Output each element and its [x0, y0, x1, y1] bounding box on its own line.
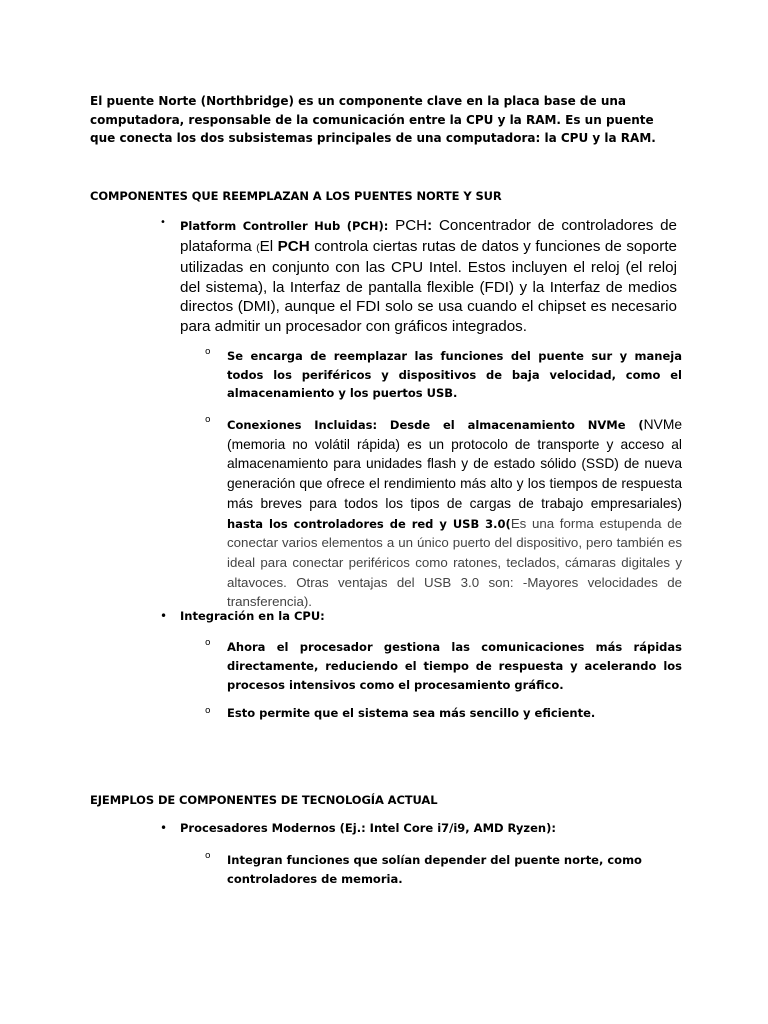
pch-sub-1-text: Se encarga de reemplazar las funciones del puente sur y maneja todos los periféricos y dispositivos de baja velocidad, como el almacenamiento y los puertos USB.	[227, 349, 682, 400]
processors-label: Procesadores Modernos (Ej.: Intel Core i7/i9, AMD Ryzen):	[180, 821, 556, 835]
pch-acronym: PCH	[277, 237, 310, 255]
pch-paragraph	[180, 216, 677, 337]
pch-paren: (	[256, 242, 260, 254]
section-heading-components: COMPONENTES QUE REEMPLAZAN A LOS PUENTES NORTE Y SUR	[90, 189, 502, 203]
processors-sub-1-text: Integran funciones que solían depender del puente norte, como controladores de memoria.	[227, 853, 642, 886]
pch-lead-text: Concentrador de controladores de plataforma	[180, 217, 677, 255]
cpu-sub-1-text: Ahora el procesador gestiona las comunicaciones más rápidas directamente, reduciendo el tiempo de respuesta y acelerando los procesos intensivos como el procesamiento gráfico.	[227, 640, 682, 692]
usb-paren: (	[505, 516, 511, 531]
usb-description: Es una forma estupenda de conectar varios elementos a un único puerto del dispositivo, pero también es ideal para conectar periféricos como ratones, teclados, cámaras digitales y altavoces. Otras ventajas del USB 3.0 son: -Mayores velocidades de transferencia).	[227, 515, 682, 610]
bullet-marker: •	[160, 821, 168, 835]
nvme-description: NVMe (memoria no volátil rápida) es un protocolo de transporte y acceso al almacenamiento para unidades flash y de estado sólido (SSD) de nueva generación que ofrece el rendimiento más alto y los tiempos de respuesta más breves para todos los tipos de cargas de trabajo empresariales)	[227, 417, 682, 511]
sub-bullet-marker: o	[205, 415, 211, 425]
sub-bullet-marker: o	[205, 638, 211, 648]
pch-lead-colon: :	[427, 217, 433, 234]
cpu-sub-2-text: Esto permite que el sistema sea más sencillo y eficiente.	[227, 706, 596, 720]
hasta-text: hasta los controladores de red y USB 3.0	[227, 516, 506, 531]
pch-lead-acronym: PCH	[395, 217, 428, 234]
pch-label: Platform Controller Hub (PCH):	[180, 219, 389, 233]
conexiones-label: Conexiones Incluidas: Desde el almacenamiento NVMe (	[227, 418, 644, 432]
pch-sub-2-text	[227, 415, 682, 612]
intro-paragraph: El puente Norte (Northbridge) es un componente clave en la placa base de una computadora, responsable de la comunicación entre la CPU y la RAM. Es un puente que conecta los dos subsistemas principales de una computadora: la CPU y la RAM.	[90, 94, 656, 145]
sub-bullet-marker: o	[205, 706, 211, 716]
cpu-label: Integración en la CPU:	[180, 609, 325, 623]
pch-description: controla ciertas rutas de datos y funciones de soporte utilizadas en conjunto con las CPU Intel. Estos incluyen el reloj (el reloj del sistema), la Interfaz de pantalla flexible (FDI) y la Interfaz de medios directos (DMI), aunque el FDI solo se usa cuando el chipset es necesario para admitir un procesador con gráficos integrados.	[180, 237, 677, 335]
sub-bullet-marker: o	[205, 347, 211, 357]
pch-el: El	[259, 237, 278, 255]
section-heading-examples: EJEMPLOS DE COMPONENTES DE TECNOLOGÍA ACTUAL	[90, 793, 438, 807]
bullet-marker: •	[160, 609, 168, 623]
bullet-marker: •	[160, 217, 166, 228]
sub-bullet-marker: o	[205, 851, 211, 861]
